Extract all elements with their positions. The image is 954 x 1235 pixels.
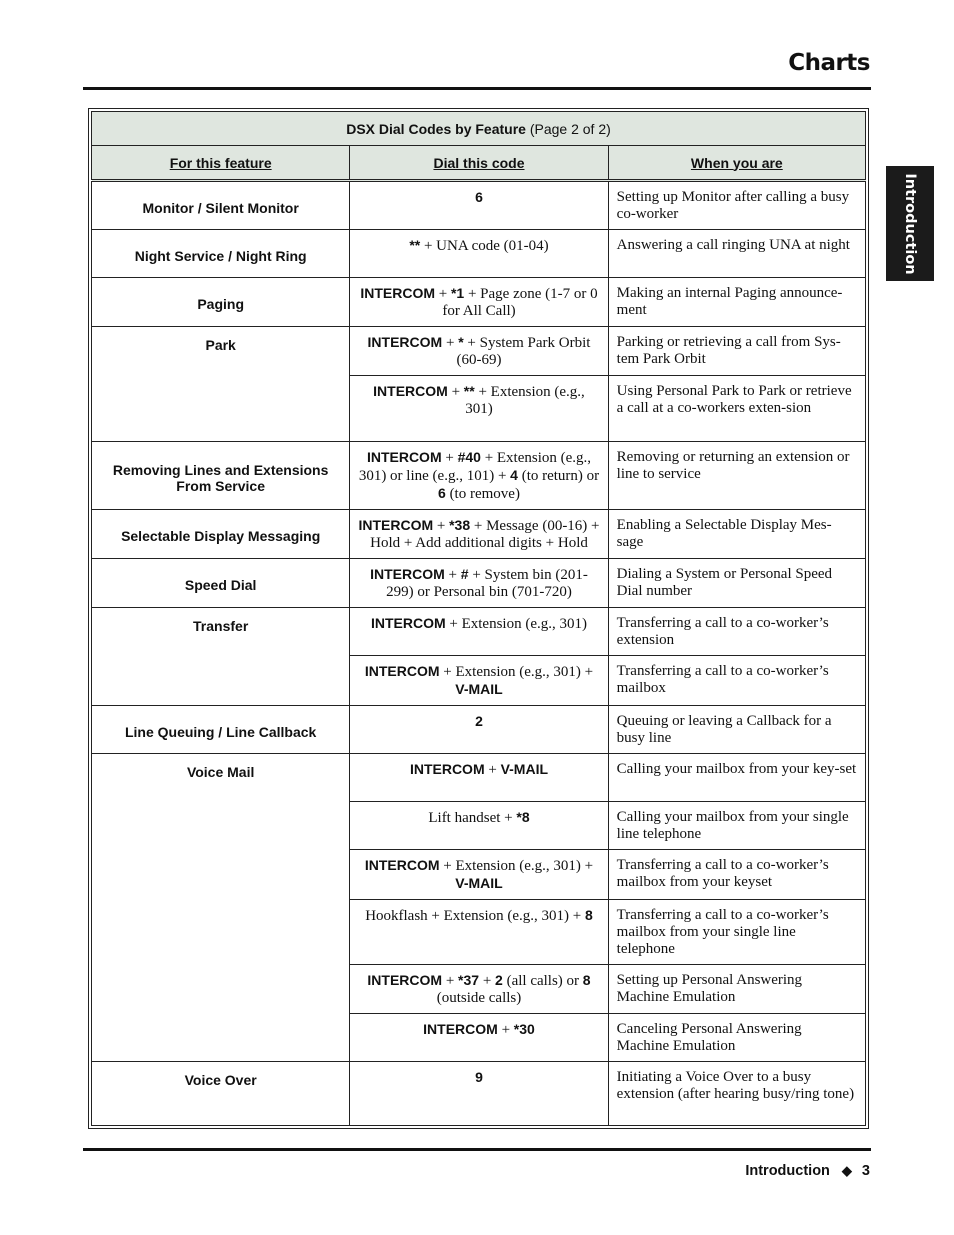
table-row	[92, 327, 866, 376]
code-text: +	[441, 450, 458, 466]
code-text: Hookflash + Extension (e.g., 301) +	[365, 908, 585, 924]
code-text: +	[435, 286, 451, 302]
table-row	[92, 608, 866, 656]
when-cell: Transferring a call to a co-worker’s mailbox from your single line telephone	[608, 900, 865, 965]
when-cell: Calling your mailbox from your key-set	[608, 754, 865, 802]
when-cell: Setting up Personal Answering Machine Emulation	[608, 965, 865, 1014]
code-text: + System Park Orbit (60-69)	[456, 335, 591, 368]
code-key: INTERCOM	[373, 383, 448, 399]
feature-cell: Monitor / Silent Monitor	[92, 181, 350, 230]
code-key: 2	[475, 713, 483, 729]
when-cell: Transferring a call to a co-worker’s mailbox	[608, 656, 865, 706]
code-key: INTERCOM	[360, 285, 436, 301]
code-text: +	[442, 335, 459, 351]
feature-cell: Night Service / Night Ring	[92, 230, 350, 278]
footer-section: Introduction	[745, 1163, 830, 1179]
table-row	[92, 559, 866, 608]
table-header-row	[92, 146, 866, 181]
code-key: #40	[457, 449, 481, 465]
code-cell	[350, 510, 608, 559]
table-row	[92, 510, 866, 559]
code-cell	[350, 1014, 608, 1062]
table-row	[92, 754, 866, 802]
code-text: + Message (00-16) + Hold + Add additional digits + Hold	[370, 518, 600, 551]
code-text: +	[433, 518, 450, 534]
when-cell: Calling your mailbox from your single line telephone	[608, 802, 865, 850]
code-key: *8	[516, 809, 530, 825]
code-text: + Page zone (1-7 or 0 for All Call)	[442, 286, 598, 319]
column-header-feature: For this feature	[92, 146, 350, 181]
code-key: **	[409, 237, 421, 253]
code-key: *37	[458, 972, 480, 988]
code-key: *30	[513, 1021, 535, 1037]
code-text: + Extension (e.g., 301) or line (e.g., 101) +	[358, 450, 592, 484]
code-key: V-MAIL	[455, 875, 503, 891]
page-title: Charts	[788, 50, 870, 76]
code-text: +	[444, 567, 461, 583]
code-text: +	[442, 973, 459, 989]
table-row	[92, 230, 866, 278]
code-key: 9	[475, 1069, 483, 1085]
code-cell	[350, 656, 608, 706]
code-key: 8	[582, 972, 591, 988]
feature-cell: Selectable Display Messaging	[92, 510, 350, 559]
code-key: 6	[438, 485, 446, 501]
page-number: 3	[861, 1163, 870, 1179]
code-text: +	[447, 384, 464, 400]
code-key: #	[460, 566, 469, 582]
code-cell	[350, 802, 608, 850]
code-key: INTERCOM	[367, 334, 443, 350]
table-caption-title: DSX Dial Codes by Feature	[346, 120, 526, 137]
code-cell	[350, 850, 608, 900]
when-cell: Answering a call ringing UNA at night	[608, 230, 865, 278]
code-key: *	[458, 334, 464, 350]
when-cell: Enabling a Selectable Display Mes-sage	[608, 510, 865, 559]
when-cell: Making an internal Paging announce-ment	[608, 278, 865, 327]
feature-cell: Speed Dial	[92, 559, 350, 608]
code-key: 8	[585, 907, 593, 923]
table-caption-row	[92, 112, 866, 146]
table-caption-page: (Page 2 of 2)	[525, 120, 611, 137]
code-key: *38	[449, 517, 471, 533]
page-footer	[745, 1163, 870, 1179]
code-cell	[350, 559, 608, 608]
when-cell: Transferring a call to a co-worker’s extension	[608, 608, 865, 656]
code-key: V-MAIL	[455, 681, 503, 697]
feature-cell: Removing Lines and Extensions From Service	[92, 442, 350, 510]
code-text: (to return) or	[517, 468, 600, 484]
table-row	[92, 181, 866, 230]
code-cell	[350, 442, 608, 510]
section-tab-label: Introduction	[902, 172, 918, 275]
code-key: 6	[475, 189, 483, 205]
section-tab	[886, 166, 934, 281]
code-cell	[350, 900, 608, 965]
code-text: (all calls) or	[502, 973, 583, 989]
code-key: INTERCOM	[364, 663, 440, 679]
feature-cell: Line Queuing / Line Callback	[92, 706, 350, 754]
table-row	[92, 706, 866, 754]
when-cell: Queuing or leaving a Callback for a busy line	[608, 706, 865, 754]
code-cell	[350, 278, 608, 327]
feature-cell: Park	[92, 327, 350, 442]
table-row	[92, 278, 866, 327]
code-cell	[350, 1062, 608, 1126]
when-cell: Initiating a Voice Over to a busy extension (after hearing busy/ring tone)	[608, 1062, 865, 1126]
code-key: INTERCOM	[423, 1021, 498, 1037]
code-text: + System bin (201-299) or Personal bin (701-720)	[386, 567, 588, 600]
code-text: + Extension (e.g., 301)	[445, 616, 587, 632]
code-key: INTERCOM	[366, 449, 442, 465]
dial-codes-table	[91, 111, 866, 1126]
when-cell: Transferring a call to a co-worker’s mailbox from your keyset	[608, 850, 865, 900]
code-cell	[350, 327, 608, 376]
feature-cell: Voice Mail	[92, 754, 350, 1062]
code-key: 2	[495, 972, 503, 988]
code-key: V-MAIL	[500, 761, 549, 777]
code-text: +	[479, 973, 496, 989]
code-cell	[350, 181, 608, 230]
code-text: + Extension (e.g., 301) +	[439, 664, 594, 680]
code-text: +	[484, 762, 501, 778]
table-row	[92, 1062, 866, 1126]
column-header-code: Dial this code	[350, 146, 608, 181]
when-cell: Dialing a System or Personal Speed Dial number	[608, 559, 865, 608]
feature-cell: Voice Over	[92, 1062, 350, 1126]
when-cell: Setting up Monitor after calling a busy co-worker	[608, 181, 865, 230]
code-text: + UNA code (01-04)	[420, 238, 549, 254]
when-cell: Removing or returning an extension or line to service	[608, 442, 865, 510]
code-cell	[350, 754, 608, 802]
code-cell	[350, 965, 608, 1014]
column-header-when: When you are	[608, 146, 865, 181]
feature-cell: Paging	[92, 278, 350, 327]
code-key: **	[463, 383, 475, 399]
code-cell	[350, 608, 608, 656]
when-cell: Parking or retrieving a call from Sys-tem Park Orbit	[608, 327, 865, 376]
table-row	[92, 442, 866, 510]
dial-codes-table-frame	[88, 108, 869, 1129]
code-key: INTERCOM	[409, 761, 485, 777]
code-key: *1	[450, 285, 465, 301]
footer-rule	[83, 1148, 871, 1151]
code-cell	[350, 230, 608, 278]
code-text: (outside calls)	[436, 990, 522, 1006]
diamond-icon: ◆	[841, 1163, 852, 1178]
code-key: 4	[510, 467, 518, 483]
code-text: + Extension (e.g., 301)	[465, 384, 585, 417]
when-cell: Using Personal Park to Park or retrieve a call at a co-workers exten-sion	[608, 376, 865, 442]
code-text: + Extension (e.g., 301) +	[439, 858, 594, 874]
code-key: INTERCOM	[358, 517, 434, 533]
code-key: INTERCOM	[364, 857, 440, 873]
code-cell	[350, 376, 608, 442]
feature-cell: Transfer	[92, 608, 350, 706]
code-text: +	[497, 1022, 514, 1038]
code-key: INTERCOM	[370, 615, 446, 631]
header-rule	[83, 87, 871, 90]
code-text: (to remove)	[445, 486, 520, 502]
code-key: INTERCOM	[367, 972, 443, 988]
code-key: INTERCOM	[370, 566, 445, 582]
code-cell	[350, 706, 608, 754]
table-caption	[92, 112, 866, 146]
code-text: Lift handset +	[428, 810, 517, 826]
when-cell: Canceling Personal Answering Machine Emulation	[608, 1014, 865, 1062]
